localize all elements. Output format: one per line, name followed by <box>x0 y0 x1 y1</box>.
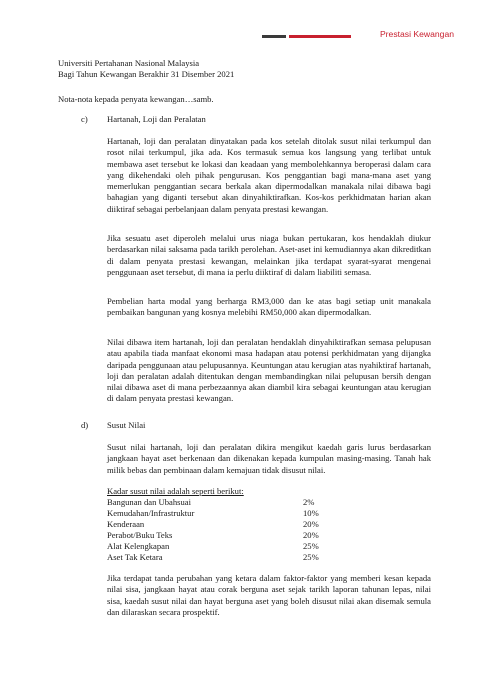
section-d-heading: Susut Nilai <box>107 420 146 430</box>
section-d-paragraph-1: Susut nilai hartanah, loji dan peralatan dikira mengikut kaedah garis lurus berdasarkan jangkaan hayat aset berkenaan dan dikenakan kepada kumpulan masing-masing. Tanah hak milik bebas dan pembinaan dalam kemajuan tidak disusut nilai. <box>107 442 431 475</box>
rate-value: 20% <box>303 519 319 529</box>
section-d-paragraph-2: Jika terdapat tanda perubahan yang ketara dalam faktor-faktor yang memberi kesan kepada nilai sisa, jangkaan hayat atau corak berguna aset sejak tarikh laporan tahunan lepas, nilai sisa, kaedah susut nilai dan hayat berguna aset yang boleh disusut nilai akan disemak semula dan dilaraskan secara prospektif. <box>107 573 431 617</box>
header-bar-red <box>289 35 351 38</box>
rate-value: 10% <box>303 508 319 518</box>
rate-name: Kenderaan <box>107 519 145 529</box>
rate-value: 2% <box>303 497 315 507</box>
rates-title: Kadar susut nilai adalah seperti berikut: <box>107 486 244 496</box>
section-c-paragraph-1: Hartanah, loji dan peralatan dinyatakan pada kos setelah ditolak susut nilai terkumpul dan rosot nilai terkumpul, jika ada. Kos termasuk semua kos langsung yang terlibat untuk membawa aset tersebut ke lokasi dan keadaan yang membolehkannya beroperasi dalam cara yang dikehendaki oleh pihak pengurusan. Kos penggantian bagi mana-mana aset yang memerlukan penggantian secara berkala akan dipermodalkan manakala nilai dibawa bagi bahagian yang diganti tersebut akan dinyahiktirafkan. Kos-kos perkhidmatan harian akan diiktiraf sebagai perbelanjaan dalam penyata prestasi kewangan. <box>107 136 431 214</box>
section-c-paragraph-4: Nilai dibawa item hartanah, loji dan peralatan hendaklah dinyahiktirafkan semasa pelupusan atau apabila tiada manfaat ekonomi masa hadapan atau potensi perkhidmatan yang dijangka daripada penggunaan atau pelupusannya. Keuntungan atau kerugian atas nyahiktiraf hartanah, loji dan peralatan adalah ditentukan dengan membandingkan nilai pelupusan bersih dengan nilai dibawa aset di mana perbezaannya akan diambil kira sebagai keuntungan atau kerugian di dalam penyata prestasi kewangan. <box>107 337 431 404</box>
rate-name: Kemudahan/Infrastruktur <box>107 508 195 518</box>
section-d-marker: d) <box>81 420 89 430</box>
rate-name: Perabot/Buku Teks <box>107 530 173 540</box>
rate-value: 20% <box>303 530 319 540</box>
rate-value: 25% <box>303 541 319 551</box>
rate-name: Alat Kelengkapan <box>107 541 170 551</box>
rate-name: Bangunan dan Ubahsuai <box>107 497 192 507</box>
header-title: Prestasi Kewangan <box>379 29 454 39</box>
notes-intro: Nota-nota kepada penyata kewangan…samb. <box>58 94 214 104</box>
section-c-heading: Hartanah, Loji dan Peralatan <box>107 114 206 124</box>
period-label: Bagi Tahun Kewangan Berakhir 31 Disember 2021 <box>58 69 235 79</box>
header-bar-dark <box>262 35 286 38</box>
rate-name: Aset Tak Ketara <box>107 552 163 562</box>
rate-value: 25% <box>303 552 319 562</box>
org-name: Universiti Pertahanan Nasional Malaysia <box>58 58 200 68</box>
section-c-marker: c) <box>81 114 88 124</box>
section-c-paragraph-2: Jika sesuatu aset diperoleh melalui urus niaga bukan pertukaran, kos hendaklah diukur berdasarkan nilai saksama pada tarikh perolehan. Aset-aset ini kemudiannya akan dikreditkan di dalam penyata prestasi kewangan, melainkan jika terdapat syarat-syarat mengenai penggunaan aset tersebut, di mana ia perlu diiktiraf di dalam liabiliti semasa. <box>107 233 431 277</box>
section-c-paragraph-3: Pembelian harta modal yang berharga RM3,000 dan ke atas bagi setiap unit manakala pembaikan bangunan yang kosnya melebihi RM50,000 akan dipermodalkan. <box>107 296 431 318</box>
